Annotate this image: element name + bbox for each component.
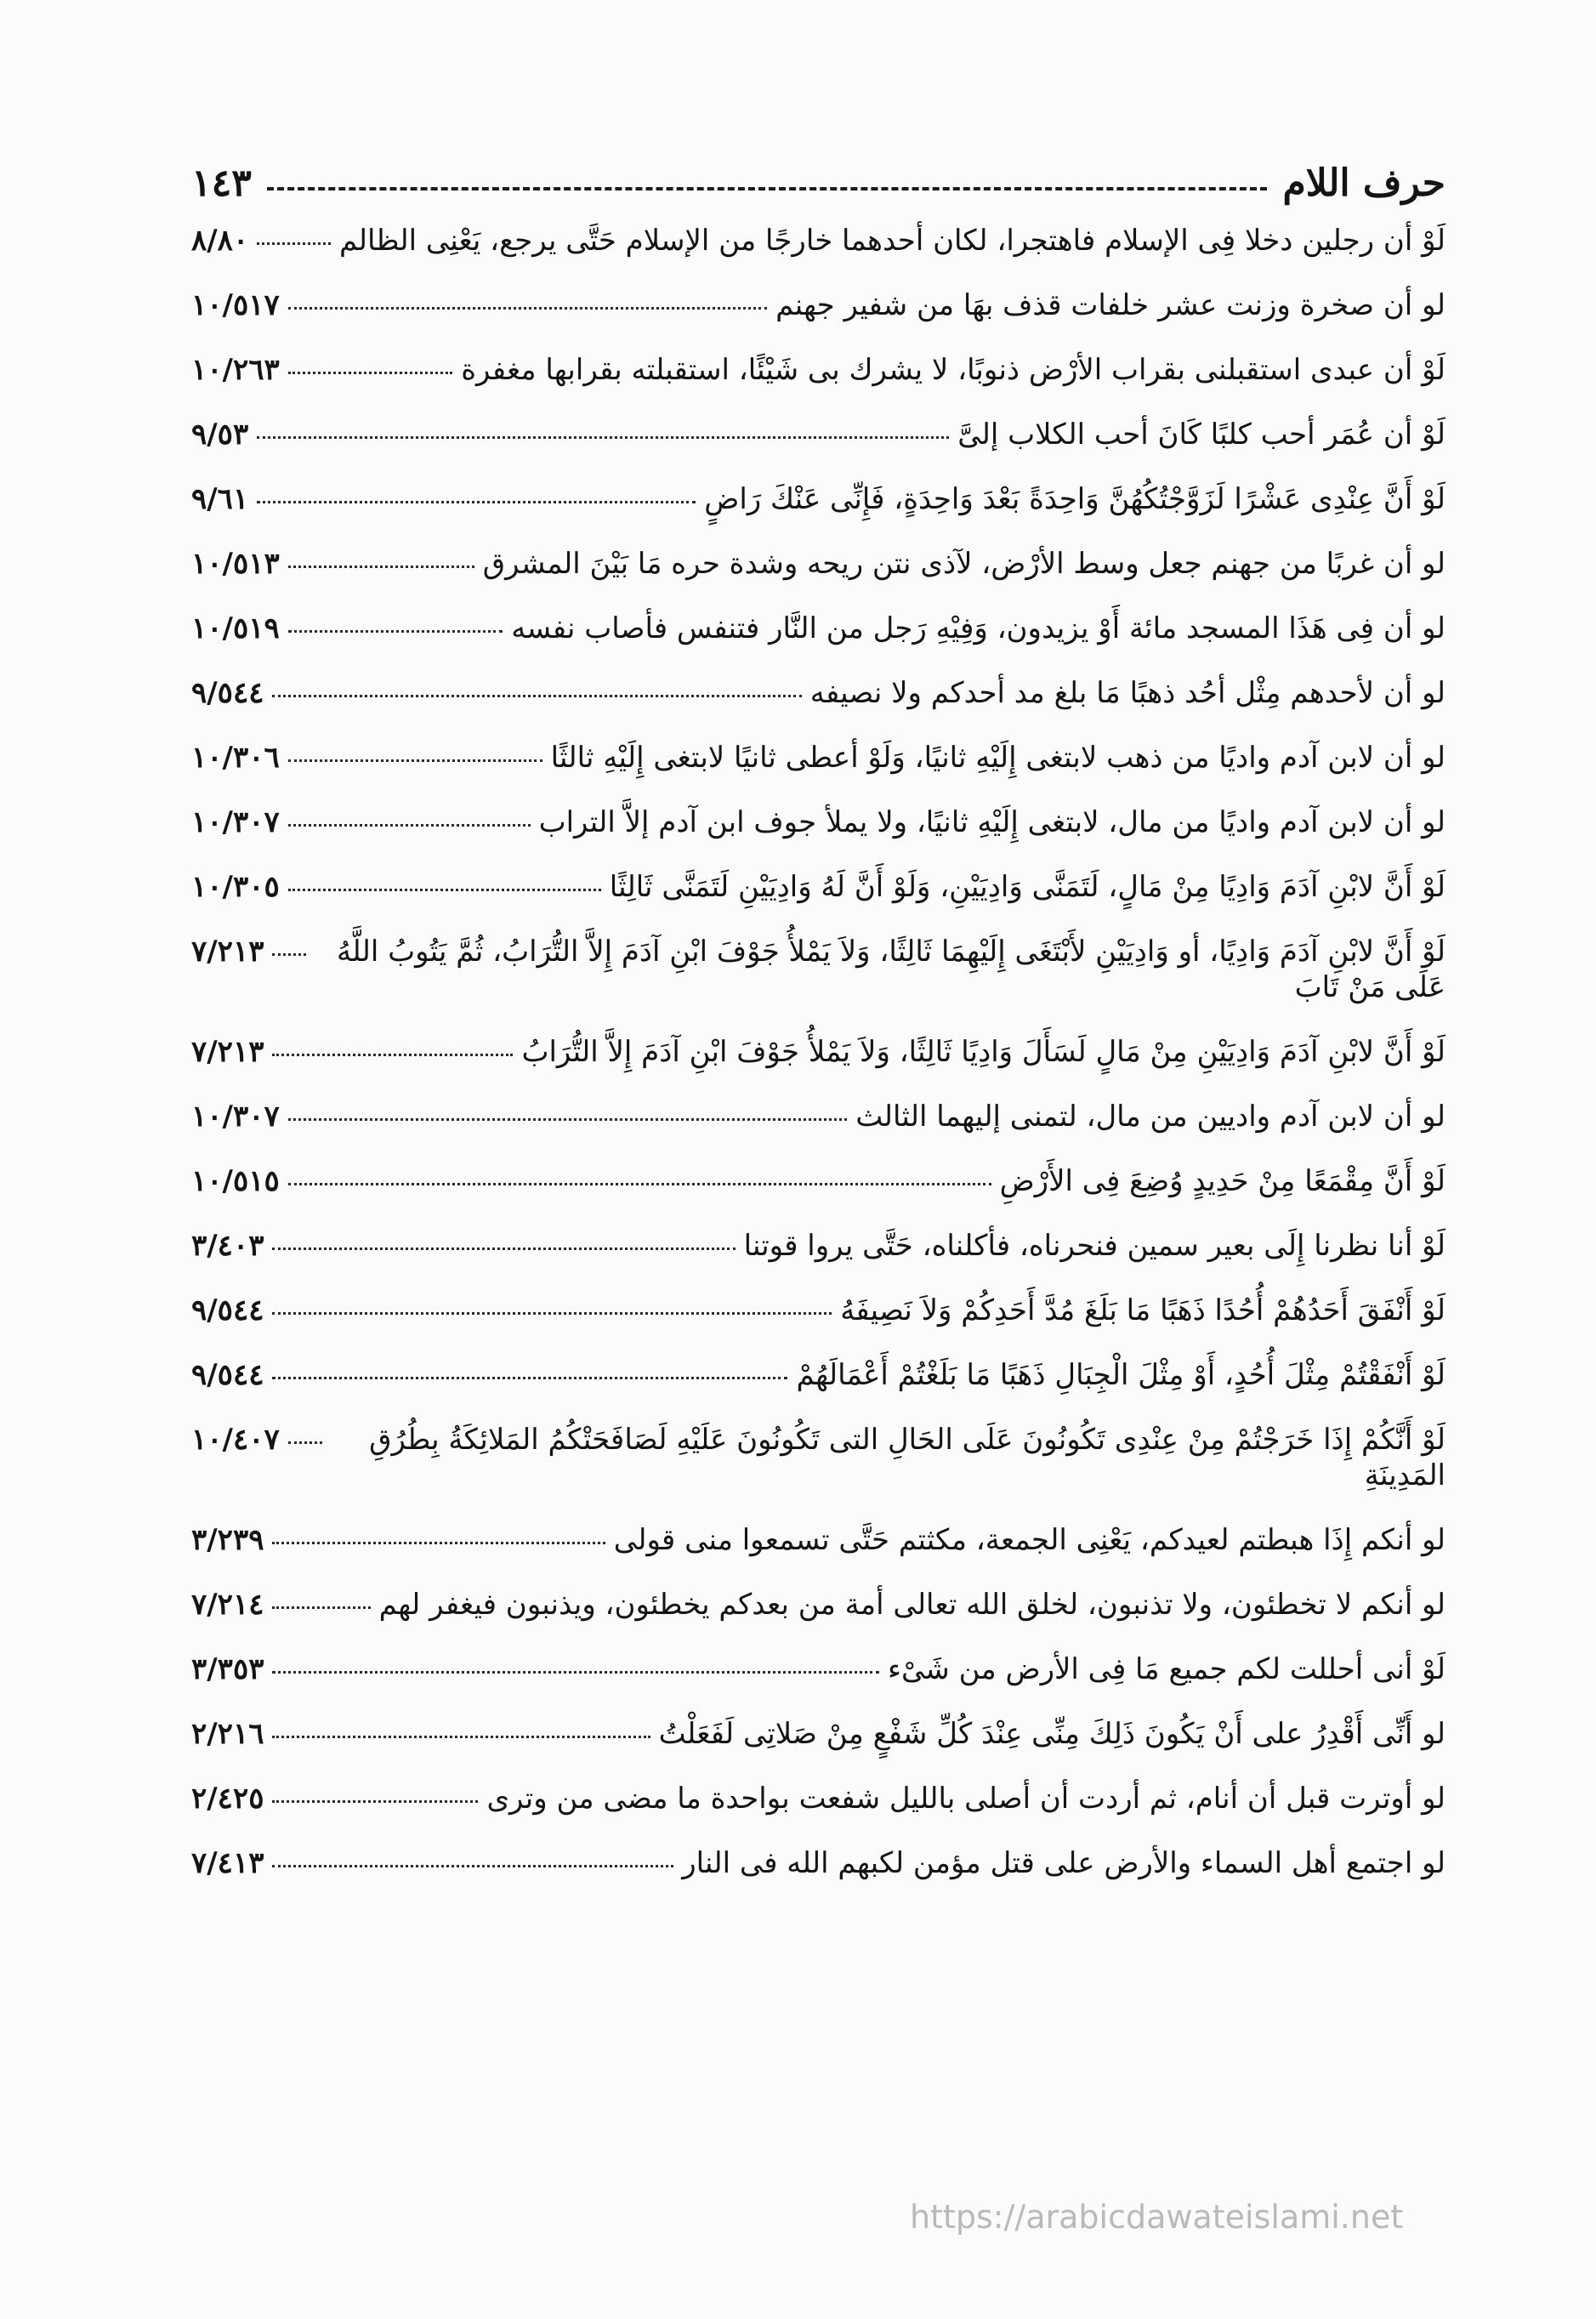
entry-text: لو أوترت قبل أن أنام، ثم أردت أن أصلى بالليل شفعت بواحدة ما مضى من وترى: [486, 1782, 1445, 1816]
entry-text: لو أن لأحدهم مِثْل أحُد ذهبًا مَا بلغ مد أحدكم ولا نصيفه: [809, 676, 1445, 710]
entry-reference: ٨/٨٠: [191, 224, 249, 258]
dot-leader: [272, 1248, 735, 1250]
entry-reference: ٣/٤٠٣: [191, 1229, 264, 1263]
entry-text: لو اجتمع أهل السماء والأرض على قتل مؤمن لكبهم الله فى النار: [682, 1846, 1445, 1880]
entry-text: لَوْ أنى أحللت لكم جميع مَا فِى الأرض من شَىْء: [887, 1652, 1445, 1686]
index-entry: [191, 1587, 1445, 1623]
entry-text: لو أنكم لا تخطئون، ولا تذنبون، لخلق الله تعالى أمة من بعدكم يخطئون، ويذنبون فيغفر لهم: [378, 1588, 1445, 1622]
entry-reference: ٣/٢٣٩: [191, 1523, 264, 1557]
entry-reference: ٩/٥٤٤: [191, 1293, 264, 1327]
index-entry: [191, 1845, 1445, 1881]
entry-reference: ١٠/٤٠٧: [191, 1423, 280, 1457]
index-entry: [191, 481, 1445, 517]
page-number: ١٤٣: [191, 162, 252, 205]
dot-leader: [272, 1312, 832, 1315]
dot-leader: [288, 372, 452, 374]
entry-text: لَوْ أَنَّكُمْ إِذَا خَرَجْتُمْ مِنْ عِنْدِى تَكُونُونَ عَلَى الحَالِ التى تَكُونُونَ عَلَيْهِ لَصَافَحَتْكُمُ المَلائِكَةُ بِطُرُقِ المَدِينَةِ: [369, 1423, 1445, 1492]
dot-leader: [272, 1542, 605, 1544]
entry-text: لو أَنِّى أَقْدِرُ على أَنْ يَكُونَ ذَلِكَ مِنِّى عِنْدَ كُلِّ شَفْعٍ مِنْ صَلاتِى لَفَعَلْتُ: [658, 1717, 1445, 1751]
index-entry: [191, 1422, 1445, 1493]
entry-reference: ٧/٤١٣: [191, 1846, 264, 1880]
dot-leader: [272, 1671, 879, 1674]
dot-leader: [288, 1183, 991, 1185]
entry-text: لَوْ أنا نظرنا إِلَى بعير سمين فنحرناه، فأكلناه، حَتَّى يروا قوتنا: [743, 1229, 1445, 1263]
index-entry: [191, 1651, 1445, 1687]
entry-reference: ١٠/٥١٣: [191, 547, 280, 581]
entry-reference: ٧/٢١٣: [191, 935, 264, 969]
dot-leader: [272, 1606, 370, 1609]
entry-text: لَوْ أن عُمَر أحب كلبًا كَانَ أحب الكلاب إلىَّ: [957, 418, 1445, 452]
index-entry: [191, 1099, 1445, 1134]
entry-text: لو أن غربًا من جهنم جعل وسط الأرْض، لآذى نتن ريحه وشدة حره مَا بَيْنَ المشرق: [482, 547, 1445, 581]
page-header: [191, 151, 1445, 205]
index-entry: [191, 804, 1445, 840]
index-entry: [191, 869, 1445, 905]
index-entry: [191, 1034, 1445, 1070]
dot-leader: [288, 566, 474, 568]
entry-text: لَوْ أَنَّ عِنْدِى عَشْرًا لَزَوَّجْتُكُهُنَّ وَاحِدَةً بَعْدَ وَاحِدَةٍ، فَإِنِّى عَنْكَ رَاضٍ: [704, 482, 1445, 516]
entry-text: لو أن لابن آدم واديين من مال، لتمنى إليهما الثالث: [855, 1100, 1445, 1134]
entry-text: لو أن لابن آدم واديًا من مال، لابتغى إِلَيْهِ ثانيًا، ولا يملأ جوف ابن آدم إلاَّ التراب: [538, 805, 1445, 839]
dot-leader: [272, 953, 306, 956]
index-entry: [191, 1522, 1445, 1558]
entry-reference: ١٠/٣٠٧: [191, 1100, 280, 1134]
index-entry: [191, 1293, 1445, 1328]
dot-leader: [272, 1865, 673, 1867]
entry-reference: ١٠/٥١٥: [191, 1164, 280, 1198]
index-entry: [191, 1781, 1445, 1816]
index-entry: [191, 740, 1445, 776]
entry-text: لَوْ أن عبدى استقبلنى بقراب الأرْض ذنوبًا، لا يشرك بى شَيْئًا، استقبلته بقرابها مغفرة: [461, 353, 1445, 387]
index-entry: [191, 934, 1445, 1005]
dot-leader: [272, 1054, 513, 1056]
dot-leader: [257, 501, 696, 503]
entry-reference: ٧/٢١٣: [191, 1035, 264, 1069]
entry-text: لو أنكم إِذَا هبطتم لعيدكم، يَعْنِى الجمعة، مكثتم حَتَّى تسمعوا منى قولى: [613, 1523, 1445, 1557]
entry-reference: ١٠/٢٦٣: [191, 353, 280, 387]
entry-reference: ١٠/٣٠٦: [191, 741, 280, 775]
header-rule: [267, 187, 1268, 190]
entry-reference: ١٠/٣٠٥: [191, 870, 280, 904]
entry-reference: ٢/٤٢٥: [191, 1782, 264, 1816]
index-entry: [191, 1228, 1445, 1264]
dot-leader: [288, 630, 503, 633]
dot-leader: [272, 1800, 478, 1803]
entry-reference: ٩/٥٤٤: [191, 676, 264, 710]
index-entry: [191, 1716, 1445, 1752]
index-entry: [191, 223, 1445, 259]
entry-reference: ٩/٥٤٤: [191, 1358, 264, 1392]
dot-leader: [288, 824, 531, 827]
index-entry: [191, 287, 1445, 323]
entry-reference: ٢/٢١٦: [191, 1717, 264, 1751]
entry-reference: ٣/٣٥٣: [191, 1652, 264, 1686]
index-entries: [191, 223, 1445, 1910]
entry-text: لَوْ أن رجلين دخلا فِى الإسلام فاهتجرا، لكان أحدهما خارجًا من الإسلام حَتَّى يرجع، يَعْنِى الظالم: [339, 224, 1445, 258]
index-entry: [191, 417, 1445, 452]
entry-reference: ١٠/٣٠٧: [191, 805, 280, 839]
index-entry: [191, 611, 1445, 646]
dot-leader: [288, 759, 542, 762]
entry-text: لو أن صخرة وزنت عشر خلفات قذف بهَا من شفير جهنم: [775, 288, 1445, 322]
entry-text: لَوْ أَنَّ لابْنِ آدَمَ وَادِيًا، أو وَادِيَيْنِ لأَبْتَغَى إِلَيْهِمَا ثَالِثًا، وَلاَ يَمْلأُ جَوْفَ ابْنِ آدَمَ إِلاَّ التُّرَابُ، ثُمَّ يَتُوبُ اللَّهُ عَلَى مَنْ تَابَ: [337, 935, 1445, 1004]
index-entry: [191, 675, 1445, 711]
dot-leader: [257, 436, 949, 439]
entry-reference: ١٠/٥١٩: [191, 611, 280, 645]
entry-text: لَوْ أَنَّ مِقْمَعًا مِنْ حَدِيدٍ وُضِعَ فِى الأَرْضِ: [999, 1164, 1445, 1198]
dot-leader: [272, 695, 801, 697]
entry-text: لَوْ أَنَّ لابْنِ آدَمَ وَادِيَيْنِ مِنْ مَالٍ لَسَأَلَ وَادِيًا ثَالِثًا، وَلاَ يَمْلأُ جَوْفَ ابْنِ آدَمَ إِلاَّ التُّرَابُ: [521, 1035, 1445, 1069]
entry-text: لو أن لابن آدم واديًا من ذهب لابتغى إِلَيْهِ ثانيًا، وَلَوْ أعطى ثانيًا لابتغى إِلَيْهِ ثالثًا: [550, 741, 1445, 775]
index-entry: [191, 1357, 1445, 1393]
index-entry: [191, 546, 1445, 582]
entry-reference: ٩/٦١: [191, 482, 249, 516]
chapter-title: حرف اللام: [1282, 162, 1445, 205]
entry-text: لو أن فِى هَذَا المسجد مائة أَوْ يزيدون، وَفِيْهِ رَجل من النَّار فتنفس فأصاب نفسه: [511, 611, 1445, 645]
index-entry: [191, 1163, 1445, 1199]
dot-leader: [257, 242, 331, 245]
entry-reference: ٩/٥٣: [191, 418, 249, 452]
entry-reference: ٧/٢١٤: [191, 1588, 264, 1622]
entry-reference: ١٠/٥١٧: [191, 288, 280, 322]
dot-leader: [272, 1377, 787, 1379]
entry-text: لَوْ أَنَّ لابْنِ آدَمَ وَادِيًا مِنْ مَالٍ، لَتَمَنَّى وَادِيَيْنِ، وَلَوْ أَنَّ لَهُ وَادِيَيْنِ لَتَمَنَّى ثَالِثًا: [609, 870, 1445, 904]
dot-leader: [272, 1736, 650, 1738]
dot-leader: [288, 1118, 848, 1121]
entry-text: لَوْ أَنْفَقَ أَحَدُهُمْ أُحُدًا ذَهَبًا مَا بَلَغَ مُدَّ أَحَدِكُمْ وَلاَ نَصِيفَهُ: [840, 1293, 1445, 1327]
entry-text: لَوْ أَنْفَقْتُمْ مِثْلَ أُحُدٍ، أَوْ مِثْلَ الْجِبَالِ ذَهَبًا مَا بَلَغْتُمْ أَعْمَالَهُمْ: [796, 1358, 1445, 1392]
index-entry: [191, 352, 1445, 388]
dot-leader: [288, 1441, 322, 1444]
dot-leader: [288, 307, 767, 310]
dot-leader: [288, 889, 601, 891]
watermark: https://arabicdawateislami.net: [910, 2198, 1404, 2236]
